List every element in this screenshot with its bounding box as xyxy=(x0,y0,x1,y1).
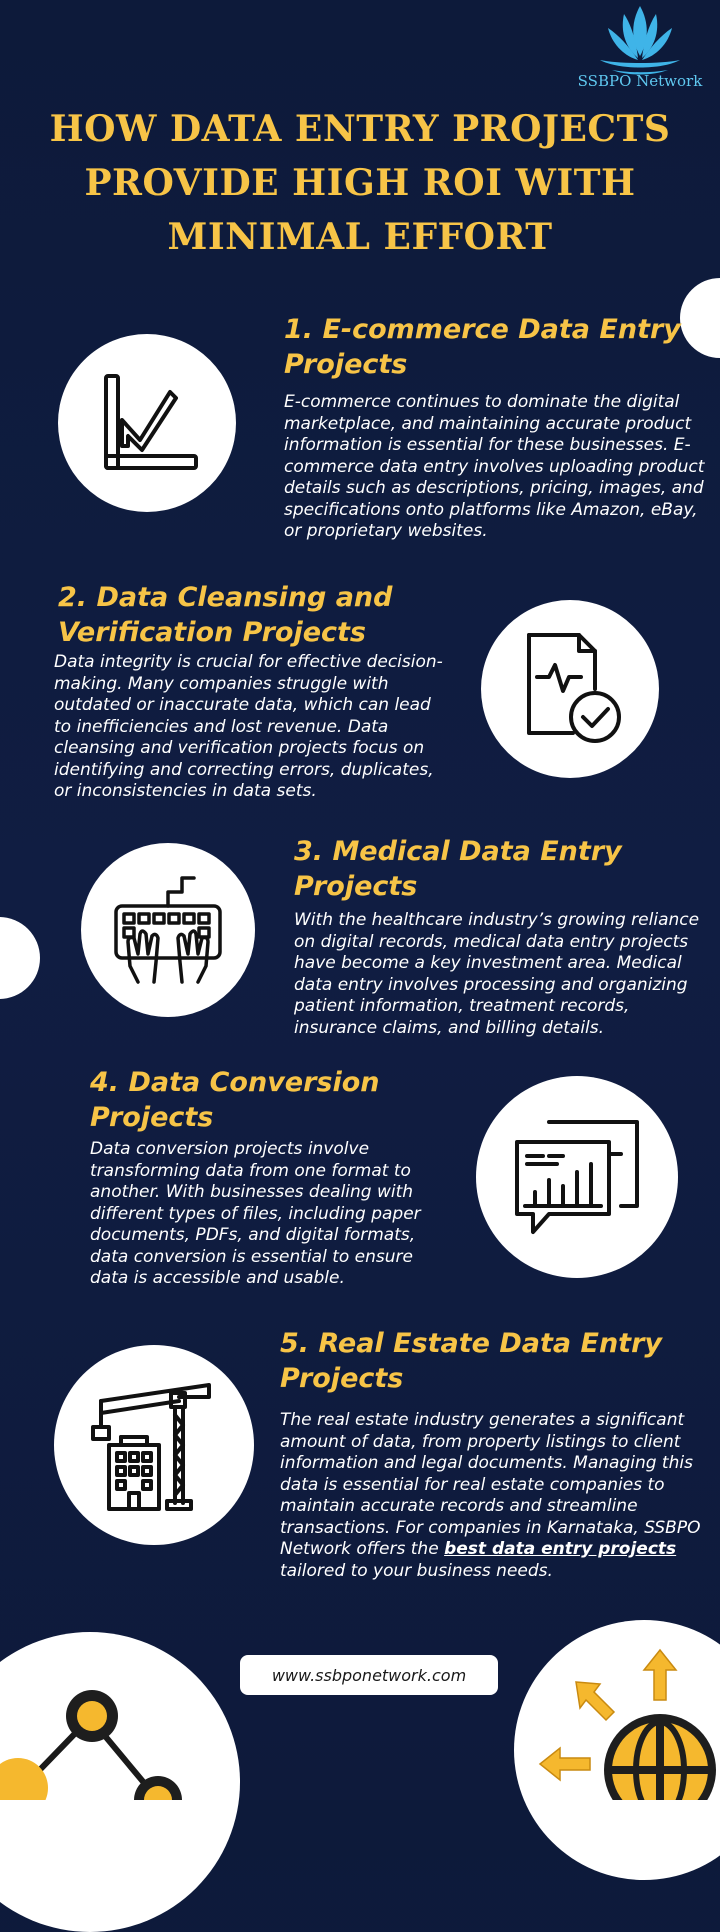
section-3-body: With the healthcare industry’s growing reliance on digital records, medical data entry projects have become a key investment area. Medical data entry involves processing and organizing patient information, treatment records, insurance claims, and billing details. xyxy=(294,910,700,1038)
section-title-line: 3. Medical Data Entry xyxy=(294,836,622,867)
brand-logo xyxy=(565,4,715,90)
section-3-title xyxy=(294,834,716,904)
website-url[interactable]: www.ssbponetwork.com xyxy=(240,1655,498,1695)
brand-name: SSBPO Network xyxy=(577,72,703,90)
section-5 xyxy=(280,1326,710,1582)
section-1 xyxy=(284,312,714,543)
page-title xyxy=(30,102,690,264)
section-1-body: E-commerce continues to dominate the digital marketplace, and maintaining accurate product information is essential for these businesses. E-commerce data entry involves uploading product details such as descriptions, pricing, images, and specifications onto platforms like Amazon, eBay, or proprietary websites. xyxy=(284,392,705,541)
section-5-icon-circle xyxy=(54,1345,254,1545)
section-4-icon-circle xyxy=(476,1076,678,1278)
section-title-line: Projects xyxy=(90,1102,214,1133)
section-3 xyxy=(294,834,716,1039)
section-title-line: Projects xyxy=(280,1363,404,1394)
section-1-title xyxy=(284,312,714,382)
section-5-body xyxy=(280,1410,710,1582)
section-2-title xyxy=(54,580,449,650)
section-title-line: Projects xyxy=(284,349,408,380)
section-2 xyxy=(54,580,449,803)
lotus-icon xyxy=(590,4,690,76)
section-2-body: Data integrity is crucial for effective decision-making. Many companies struggle with outdated or inaccurate data, which can lead to inefficiencies and lost revenue. Data cleansing and verification projects focus on identifying and correcting errors, duplicates, or inconsistencies in data sets. xyxy=(54,652,443,801)
decor-circle-left xyxy=(0,917,40,999)
data-conversion-icon xyxy=(509,1114,645,1240)
section-title-line: 2. Data Cleansing and xyxy=(58,582,393,613)
section-3-icon-circle xyxy=(81,843,255,1017)
section-4-title xyxy=(90,1065,440,1135)
best-data-entry-projects-link[interactable]: best data entry projects xyxy=(444,1539,677,1559)
section-title-line: Projects xyxy=(294,871,418,902)
keyboard-typing-icon xyxy=(108,870,228,990)
section-title-line: 4. Data Conversion xyxy=(90,1067,380,1098)
verified-document-icon xyxy=(515,629,625,749)
title-line: PROVIDE HIGH ROI WITH xyxy=(84,162,636,204)
molecule-icon xyxy=(0,1660,200,1800)
line-chart-icon xyxy=(92,368,202,478)
section-4 xyxy=(90,1065,440,1290)
title-line: HOW DATA ENTRY PROJECTS xyxy=(49,108,671,150)
section-4-body: Data conversion projects involve transforming data from one format to another. With businesses dealing with different types of files, including paper documents, PDFs, and digital formats, data conversion is essential to ensure data is accessible and usable. xyxy=(90,1139,421,1288)
section-5-body-text-end: tailored to your business needs. xyxy=(280,1560,553,1581)
section-2-icon-circle xyxy=(481,600,659,778)
section-5-body-text: The real estate industry generates a significant amount of data, from property listings to client information and legal documents. Managing this data is essential for real estate companies to maintain accurate records and streamline transactions. For companies in Karnataka, SSBPO Network offers the xyxy=(280,1410,701,1559)
section-title-line: 1. E-commerce Data Entry xyxy=(284,314,681,345)
section-5-title xyxy=(280,1326,710,1396)
section-title-line: 5. Real Estate Data Entry xyxy=(280,1328,662,1359)
section-title-line: Verification Projects xyxy=(58,617,366,648)
section-1-icon-circle xyxy=(58,334,236,512)
title-line: MINIMAL EFFORT xyxy=(167,216,553,258)
globe-arrows-icon xyxy=(530,1640,720,1800)
construction-crane-icon xyxy=(89,1375,219,1515)
